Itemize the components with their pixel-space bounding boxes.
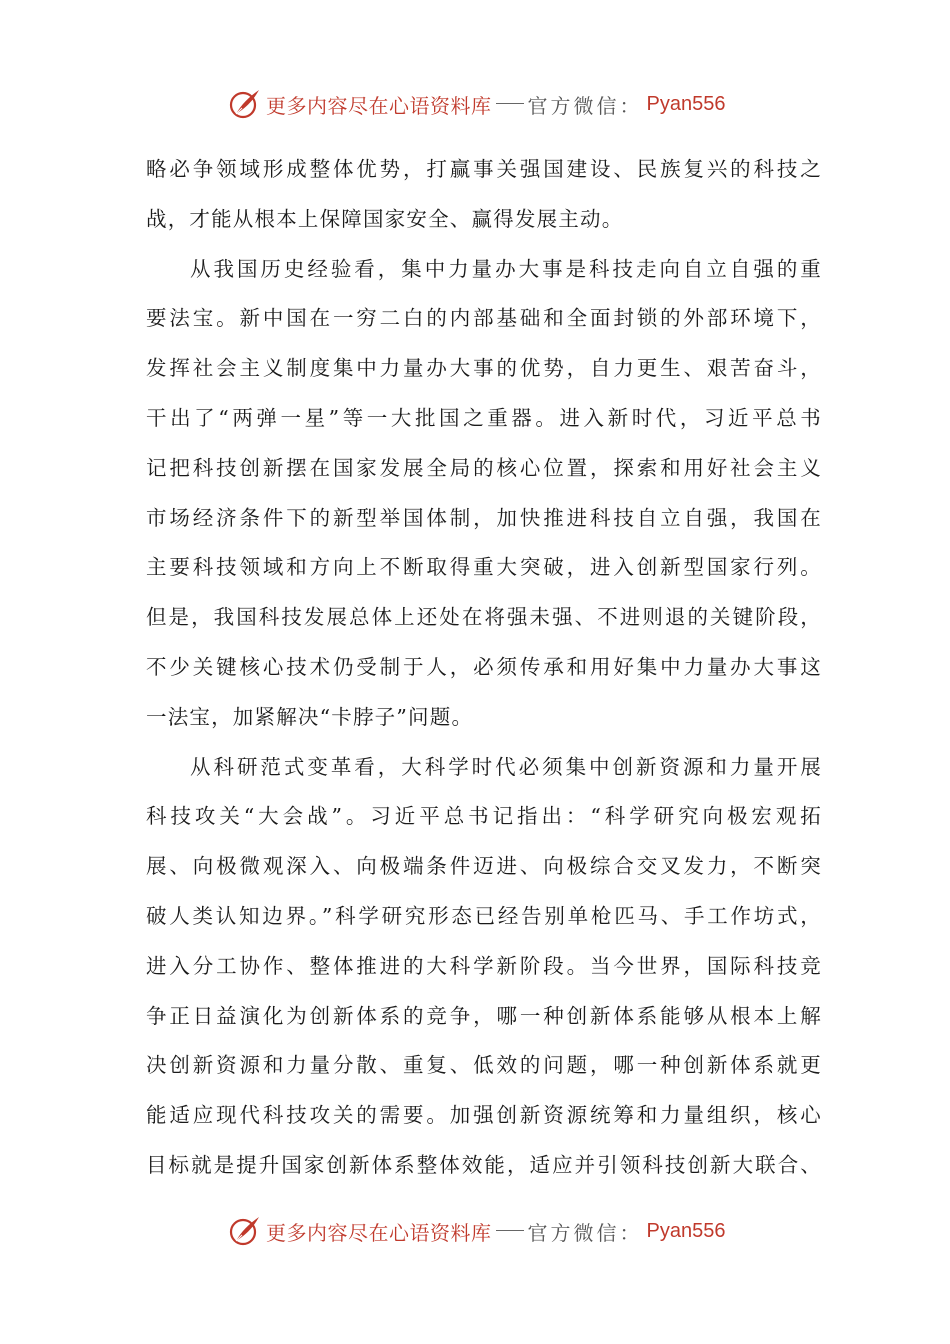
text-line: 决创新资源和力量分散、重复、低效的问题，哪一种创新体系就更 bbox=[146, 1053, 822, 1078]
text-line: 争正日益演化为创新体系的竞争，哪一种创新体系能够从根本上解 bbox=[146, 1003, 822, 1028]
text-line: 不少关键核心技术仍受制于人，必须传承和用好集中力量办大事这 bbox=[146, 654, 822, 679]
article-body bbox=[146, 145, 822, 1191]
text-line: 进入分工协作、整体推进的大科学新阶段。当今世界，国际科技竞 bbox=[146, 953, 822, 978]
text-line: 战，才能从根本上保障国家安全、赢得发展主动。 bbox=[146, 206, 624, 231]
text-line: 干出了“两弹一星”等一大批国之重器。进入新时代，习近平总书 bbox=[146, 405, 822, 430]
header-banner[interactable] bbox=[228, 84, 725, 124]
banner-wechat-id: Pyan556 bbox=[646, 92, 726, 115]
banner-main-text: 更多内容尽在心语资料库 bbox=[266, 93, 492, 118]
text-line: 科技攻关“大会战”。习近平总书记指出：“科学研究向极宏观拓 bbox=[146, 804, 822, 829]
text-line: 从科研范式变革看，大科学时代必须集中创新资源和力量开展 bbox=[190, 754, 822, 779]
banner-wechat-label: 官方微信： bbox=[527, 1220, 643, 1245]
text-line: 略必争领域形成整体优势，打赢事关强国建设、民族复兴的科技之 bbox=[146, 157, 822, 181]
quill-pen-circle-icon bbox=[228, 1214, 262, 1248]
text-line: 一法宝，加紧解决“卡脖子”问题。 bbox=[146, 704, 474, 729]
text-line: 市场经济条件下的新型举国体制，加快推进科技自立自强，我国在 bbox=[146, 505, 822, 530]
text-line: 能适应现代科技攻关的需要。加强创新资源统筹和力量组织，核心 bbox=[146, 1103, 822, 1128]
text-line: 展、向极微观深入、向极端条件迈进、向极综合交叉发力，不断突 bbox=[146, 854, 822, 879]
text-line: 从我国历史经验看，集中力量办大事是科技走向自立自强的重 bbox=[190, 256, 822, 281]
text-line: 要法宝。新中国在一穷二白的内部基础和全面封锁的外部环境下， bbox=[146, 306, 822, 331]
quill-pen-circle-icon bbox=[228, 87, 262, 121]
banner-dash bbox=[496, 1230, 524, 1231]
footer-banner[interactable] bbox=[228, 1211, 725, 1251]
text-line: 但是，我国科技发展总体上还处在将强未强、不进则退的关键阶段， bbox=[146, 605, 822, 630]
text-line: 目标就是提升国家创新体系整体效能，适应并引领科技创新大联合、 bbox=[146, 1152, 822, 1177]
text-line: 破人类认知边界。”科学研究形态已经告别单枪匹马、手工作坊式， bbox=[146, 903, 822, 928]
text-line: 发挥社会主义制度集中力量办大事的优势，自力更生、艰苦奋斗， bbox=[146, 356, 822, 381]
banner-wechat-label: 官方微信： bbox=[527, 93, 643, 118]
text-line: 记把科技创新摆在国家发展全局的核心位置，探索和用好社会主义 bbox=[146, 455, 822, 480]
text-line: 主要科技领域和方向上不断取得重大突破，进入创新型国家行列。 bbox=[146, 555, 822, 580]
banner-main-text: 更多内容尽在心语资料库 bbox=[266, 1220, 492, 1245]
banner-wechat-id: Pyan556 bbox=[646, 1219, 726, 1242]
banner-dash bbox=[496, 103, 524, 104]
